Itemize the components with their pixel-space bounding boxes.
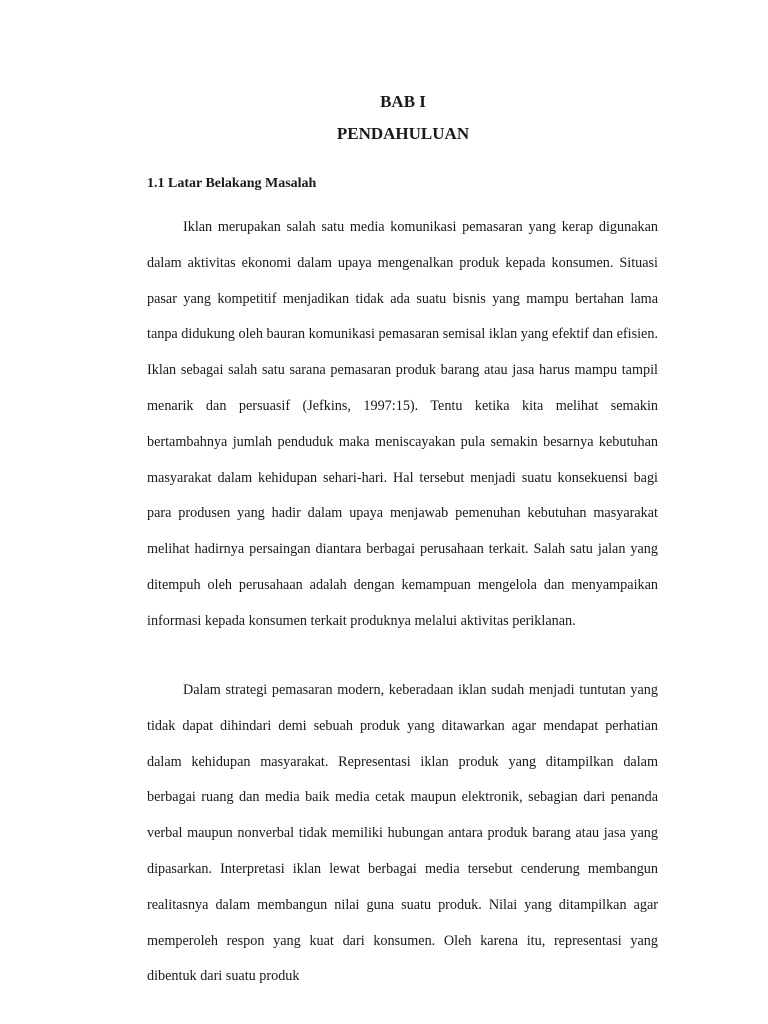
chapter-title: PENDAHULUAN xyxy=(336,124,470,143)
chapter-number: BAB I xyxy=(380,92,426,111)
body-paragraph: Iklan merupakan salah satu media komunikasi pemasaran yang kerap digunakan dalam aktivitas ekonomi dalam upaya mengenalkan produk kepada konsumen. Situasi pasar yang kompetitif menjadikan tidak ada suatu bisnis yang mampu bertahan lama tanpa didukung oleh bauran komunikasi pemasaran semisal iklan yang efektif dan efisien. Iklan sebagai salah satu sarana pemasaran produk barang atau jasa harus mampu tampil menarik dan persuasif (Jefkins, 1997:15). Tentu ketika kita melihat semakin bertambahnya jumlah penduduk maka meniscayakan pula semakin besarnya kebutuhan masyarakat dalam kehidupan sehari-hari. Hal tersebut menjadi suatu konsekuensi bagi para produsen yang hadir dalam upaya menjawab pemenuhan kebutuhan masyarakat melihat hadirnya persaingan diantara berbagai perusahaan terkait. Salah satu jalan yang ditempuh oleh perusahaan adalah dengan kemampuan mengelola dan menyampaikan informasi kepada konsumen terkait produknya melalui aktivitas periklanan. xyxy=(147,219,658,629)
body-paragraph: Dalam strategi pemasaran modern, keberadaan iklan sudah menjadi tuntutan yang tidak dapat dihindari demi sebuah produk yang ditawarkan agar mendapat perhatian dalam kehidupan masyarakat. Representasi iklan produk yang ditampilkan dalam berbagai ruang dan media baik media cetak maupun elektronik, sebagian dari penanda verbal maupun nonverbal tidak memiliki hubungan antara produk barang atau jasa yang dipasarkan. Interpretasi iklan lewat berbagai media tersebut cenderung membangun realitasnya dalam membangun nilai guna suatu produk. Nilai yang ditampilkan agar memperoleh respon yang kuat dari konsumen. Oleh karena itu, representasi yang dibentuk dari suatu produk xyxy=(147,682,658,985)
section-heading: 1.1 Latar Belakang Masalah xyxy=(147,176,317,191)
